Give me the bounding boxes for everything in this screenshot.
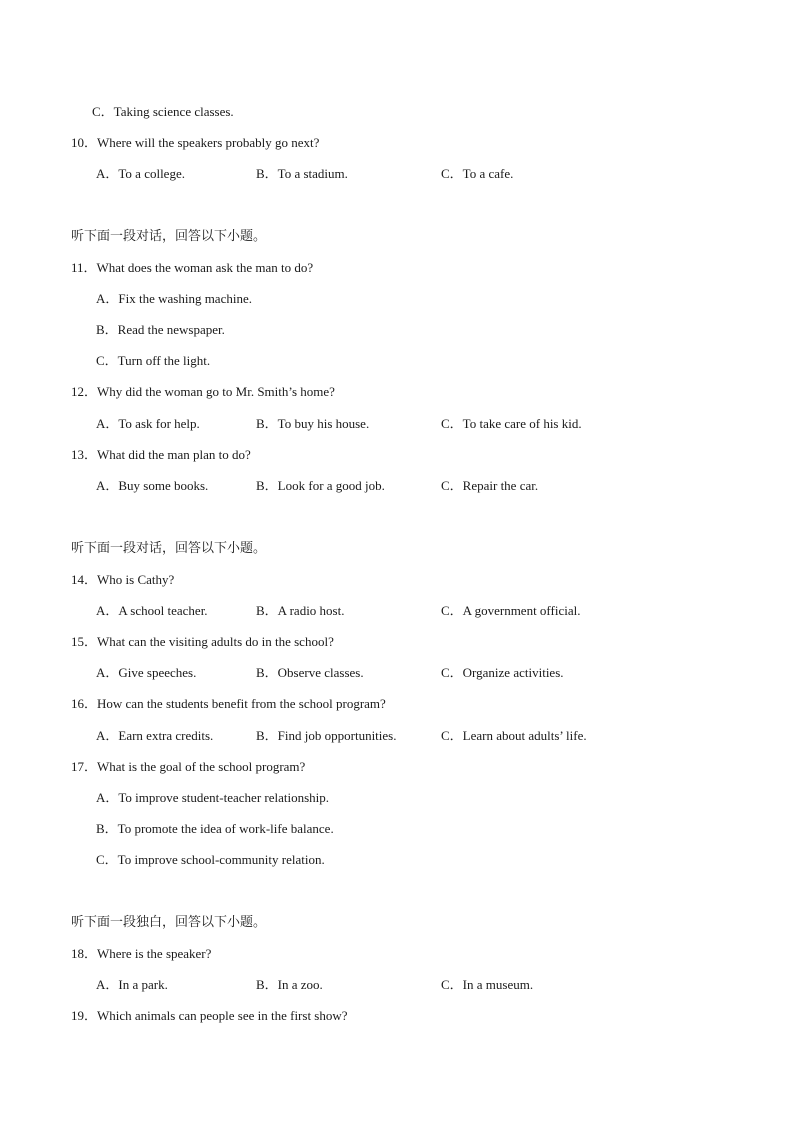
section-instruction: 听下面一段对话，回答以下小题。 [71, 229, 267, 244]
question-text: 10．Where will the speakers probably go next? [71, 135, 320, 150]
question-text: 13．What did the man plan to do? [71, 447, 251, 462]
question-text: 19．Which animals can people see in the first show? [71, 1008, 348, 1023]
option-b: B．Find job opportunities. [256, 728, 397, 743]
option-c: C．To a cafe. [441, 166, 514, 181]
option-a: A．In a park. [96, 977, 168, 992]
question-text: 15．What can the visiting adults do in the school? [71, 634, 334, 649]
question-text: 16．How can the students benefit from the school program? [71, 696, 386, 711]
option-row [96, 665, 716, 681]
option-c: C．A government official. [441, 603, 581, 618]
option-text: B．To promote the idea of work-life balance. [96, 821, 334, 836]
option-b: B．Look for a good job. [256, 478, 385, 493]
option-text: A．Fix the washing machine. [96, 291, 252, 306]
option-b: B．To a stadium. [256, 166, 348, 181]
option-a: A．To a college. [96, 166, 185, 181]
question-text: 14．Who is Cathy? [71, 572, 175, 587]
question-text: 18．Where is the speaker? [71, 946, 212, 961]
option-text: C．Taking science classes. [92, 104, 234, 119]
option-text: A．To improve student-teacher relationship. [96, 790, 330, 805]
option-b: B．In a zoo. [256, 977, 323, 992]
option-b: B．A radio host. [256, 603, 345, 618]
question-text: 17．What is the goal of the school program? [71, 759, 306, 774]
option-c: C．Repair the car. [441, 478, 539, 493]
option-row [96, 416, 716, 432]
option-a: A．Earn extra credits. [96, 728, 214, 743]
option-row [96, 603, 716, 619]
option-row [96, 977, 716, 993]
option-text: B．Read the newspaper. [96, 322, 225, 337]
question-text: 11．What does the woman ask the man to do? [71, 260, 314, 275]
option-c: C．In a museum. [441, 977, 534, 992]
option-text: C．To improve school-community relation. [96, 852, 325, 867]
option-row [96, 728, 716, 744]
option-c: C．Organize activities. [441, 665, 564, 680]
option-a: A．To ask for help. [96, 416, 200, 431]
option-text: C．Turn off the light. [96, 353, 211, 368]
option-c: C．To take care of his kid. [441, 416, 582, 431]
option-b: B．To buy his house. [256, 416, 370, 431]
section-instruction: 听下面一段独白，回答以下小题。 [71, 915, 267, 930]
question-text: 12．Why did the woman go to Mr. Smith’s home? [71, 384, 335, 399]
option-a: A．A school teacher. [96, 603, 208, 618]
option-row [96, 166, 716, 182]
option-a: A．Buy some books. [96, 478, 209, 493]
option-b: B．Observe classes. [256, 665, 364, 680]
option-a: A．Give speeches. [96, 665, 197, 680]
option-c: C．Learn about adults’ life. [441, 728, 587, 743]
option-row [96, 478, 716, 494]
section-instruction: 听下面一段对话，回答以下小题。 [71, 541, 267, 556]
